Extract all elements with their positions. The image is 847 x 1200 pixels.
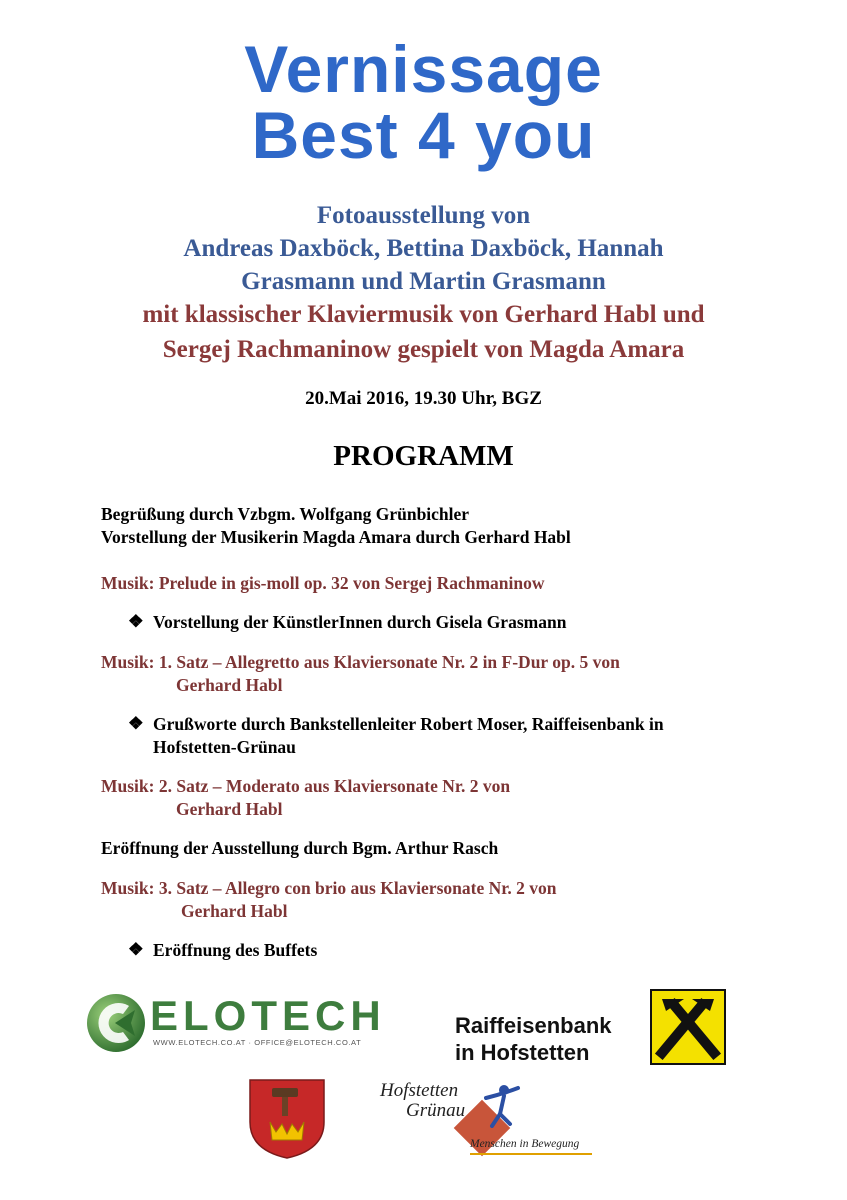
program-item-artists-intro: Vorstellung der KünstlerInnen durch Gisela Grasmann xyxy=(153,612,567,632)
bullet-icon: ❖ xyxy=(128,713,144,733)
program-item-musician-intro: Vorstellung der Musikerin Magda Amara durch Gerhard Habl xyxy=(101,527,571,547)
person-in-motion-icon xyxy=(482,1084,522,1128)
subtitle-line1: Fotoausstellung von xyxy=(316,202,531,229)
subtitle-line5: Sergej Rachmaninow gespielt von Magda Amara xyxy=(162,336,685,363)
gruenau-text: Grünau xyxy=(406,1100,466,1121)
elotech-emblem-icon xyxy=(85,992,147,1054)
slogan-underline xyxy=(470,1153,592,1155)
elotech-logo xyxy=(85,990,395,1055)
program-item-music-satz3-composer: Gerhard Habl xyxy=(181,901,288,921)
program-item-opening: Eröffnung der Ausstellung durch Bgm. Arthur Rasch xyxy=(101,838,499,858)
subtitle-line2: Andreas Daxböck, Bettina Daxböck, Hannah xyxy=(183,235,664,262)
program-item-greetings-bank: Grußworte durch Bankstellenleiter Robert Moser, Raiffeisenbank in xyxy=(153,714,664,734)
event-date: 20.Mai 2016, 19.30 Uhr, BGZ xyxy=(305,388,542,409)
elotech-wordmark: ELOTECH xyxy=(150,992,386,1039)
poster-title-line1: Vernissage xyxy=(244,32,603,106)
municipal-crest-icon xyxy=(248,1078,326,1160)
subtitle-line3: Grasmann und Martin Grasmann xyxy=(241,268,606,295)
raiffeisen-line2: in Hofstetten xyxy=(455,1040,590,1065)
program-item-music-satz3: Musik: 3. Satz – Allegro con brio aus Klaviersonate Nr. 2 von xyxy=(101,878,557,898)
bullet-icon: ❖ xyxy=(128,611,144,631)
program-item-greeting: Begrüßung durch Vzbgm. Wolfgang Grünbichler xyxy=(101,504,470,524)
program-heading: PROGRAMM xyxy=(333,440,514,472)
program-item-music-satz2: Musik: 2. Satz – Moderato aus Klaviersonate Nr. 2 von xyxy=(101,776,511,796)
program-item-music-prelude: Musik: Prelude in gis-moll op. 32 von Sergej Rachmaninow xyxy=(101,573,545,593)
program-item-greetings-bank-cont: Hofstetten-Grünau xyxy=(153,737,296,757)
hofstetten-gruenau-logo xyxy=(378,1078,603,1158)
subtitle-line4: mit klassischer Klaviermusik von Gerhard Habl und xyxy=(142,301,705,328)
elotech-contact: WWW.ELOTECH.CO.AT · OFFICE@ELOTECH.CO.AT xyxy=(153,1038,362,1047)
raiffeisen-gable-cross-icon xyxy=(650,989,726,1065)
raiffeisen-logo-text xyxy=(455,1012,612,1066)
program-item-buffet: Eröffnung des Buffets xyxy=(153,940,318,960)
bullet-icon: ❖ xyxy=(128,939,144,959)
program-item-music-satz2-composer: Gerhard Habl xyxy=(176,799,283,819)
poster-title-line2: Best 4 you xyxy=(251,98,596,172)
hofstetten-text: Hofstetten xyxy=(380,1080,459,1101)
program-item-music-satz1: Musik: 1. Satz – Allegretto aus Klaviersonate Nr. 2 in F-Dur op. 5 von xyxy=(101,652,620,672)
program-item-music-satz1-composer: Gerhard Habl xyxy=(176,675,283,695)
hofstetten-slogan: Menschen in Bewegung xyxy=(470,1138,580,1150)
raiffeisen-line1: Raiffeisenbank xyxy=(455,1013,612,1038)
